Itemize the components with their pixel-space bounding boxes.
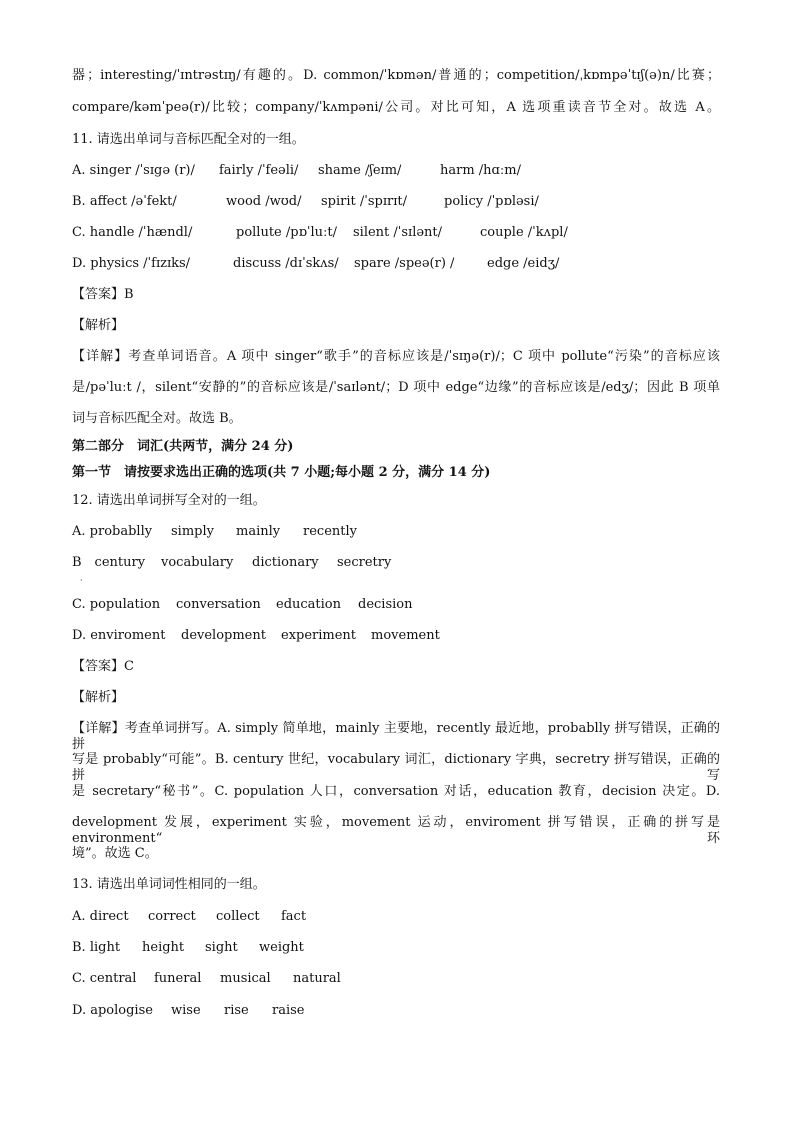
option-word: recently [303, 524, 357, 539]
option-word: secretry [337, 555, 392, 570]
option-word: decision [358, 597, 413, 612]
question-stem: 12. 请选出单词拼写全对的一组。 [72, 493, 266, 508]
option-word: funeral [154, 971, 202, 986]
option-word: collect [216, 909, 260, 924]
option-word: B. light [72, 940, 121, 955]
analysis-label: 【解析】 [72, 690, 125, 705]
option-word: D. apologise [72, 1003, 153, 1018]
option-word: movement [371, 628, 440, 643]
analysis-label: 【解析】 [72, 318, 125, 333]
option-word: development [181, 628, 266, 643]
option-word: C. population [72, 597, 161, 612]
detail-line: 写是 probably“可能”。B. century 世纪，vocabulary 词汇，dictionary 字典，secretry 拼写错误，正确的拼写 [72, 752, 720, 783]
option-word: pollute /pɒˈluːt/ [236, 225, 337, 240]
option-word: conversation [176, 597, 261, 612]
option-word: A. probablly [72, 524, 153, 539]
option-word: B century [72, 555, 146, 570]
option-word: D. enviroment [72, 628, 166, 643]
text-line: compare/kəmˈpeə(r)/比较；company/ˈkʌmpəni/公司。对比可知，A 选项重读音节全对。故选 A。 [72, 100, 720, 115]
detail-line: 【详解】考查单词拼写。A. simply 简单地，mainly 主要地，recently 最近地，probablly 拼写错误，正确的拼 [72, 721, 720, 752]
option-word: D. physics /ˈfɪzɪks/ [72, 256, 191, 271]
option-word: experiment [281, 628, 357, 643]
option-word: sight [205, 940, 238, 955]
answer-label: 【答案】B [72, 287, 134, 302]
option-word: A. direct [72, 909, 129, 924]
option-word: education [276, 597, 341, 612]
detail-line: 词与音标匹配全对。故选 B。 [72, 411, 242, 426]
option-word: weight [259, 940, 304, 955]
option-word: spare /speə(r) / [354, 256, 455, 271]
option-word: fact [281, 909, 307, 924]
option-word: wise [171, 1003, 201, 1018]
text-line: 器；interesting/ˈɪntrəstɪŋ/有趣的。D. common/ˈkɒmən/普通的；competition/ˌkɒmpəˈtɪʃ(ə)n/比赛； [72, 68, 720, 83]
question-stem: 13. 请选出单词词性相同的一组。 [72, 877, 266, 892]
answer-label: 【答案】C [72, 659, 134, 674]
option-word: discuss /dɪˈskʌs/ [233, 256, 339, 271]
option-word: C. handle /ˈhændl/ [72, 225, 193, 240]
option-word: B. affect /əˈfekt/ [72, 194, 177, 209]
option-word: musical [220, 971, 271, 986]
option-word: wood /wʊd/ [226, 194, 302, 209]
option-word: A. singer /ˈsɪgə (r)/ [72, 163, 195, 178]
question-stem: 11. 请选出单词与音标匹配全对的一组。 [72, 132, 305, 147]
option-word: raise [272, 1003, 305, 1018]
option-word: fairly /ˈfeəli/ [219, 163, 299, 178]
section-heading: 第二部分 词汇(共两节，满分 24 分) [72, 439, 294, 454]
option-word: harm /hɑːm/ [440, 163, 521, 178]
option-word: correct [148, 909, 196, 924]
option-word: policy /ˈpɒləsi/ [444, 194, 539, 209]
detail-line: 【详解】考查单词语音。A 项中 singer“歌手”的音标应该是/ˈsɪŋə(r)/；C 项中 pollute“污染”的音标应该 [72, 349, 720, 364]
option-word: C. central [72, 971, 137, 986]
option-word: rise [224, 1003, 249, 1018]
option-word: vocabulary [161, 555, 234, 570]
detail-line: development 发展，experiment 实验，movement 运动，enviroment 拼写错误，正确的拼写是 environment“环 [72, 815, 720, 846]
option-word: silent /ˈsɪlənt/ [353, 225, 443, 240]
section-heading: 第一节 请按要求选出正确的选项(共 7 小题;每小题 2 分，满分 14 分) [72, 465, 491, 480]
option-word: couple /ˈkʌpl/ [480, 225, 568, 240]
option-word: natural [293, 971, 341, 986]
option-word: spirit /ˈspɪrɪt/ [321, 194, 407, 209]
option-word: simply [171, 524, 214, 539]
detail-line: 境”。故选 C。 [72, 846, 158, 861]
option-word: height [142, 940, 185, 955]
detail-line: 是/pəˈluːt /，silent“安静的”的音标应该是/ˈsaɪlənt/；D 项中 edge“边缘”的音标应该是/edʒ/；因此 B 项单 [72, 380, 720, 395]
detail-line: 是 secretary“秘书”。C. population 人口，conversation 对话，education 教育，decision 决定。D. [72, 784, 720, 799]
option-word: dictionary [252, 555, 319, 570]
option-word: edge /eidʒ/ [487, 256, 560, 271]
stray-dot: · [80, 576, 83, 585]
option-word: mainly [236, 524, 281, 539]
option-word: shame /ʃeɪm/ [318, 163, 402, 178]
